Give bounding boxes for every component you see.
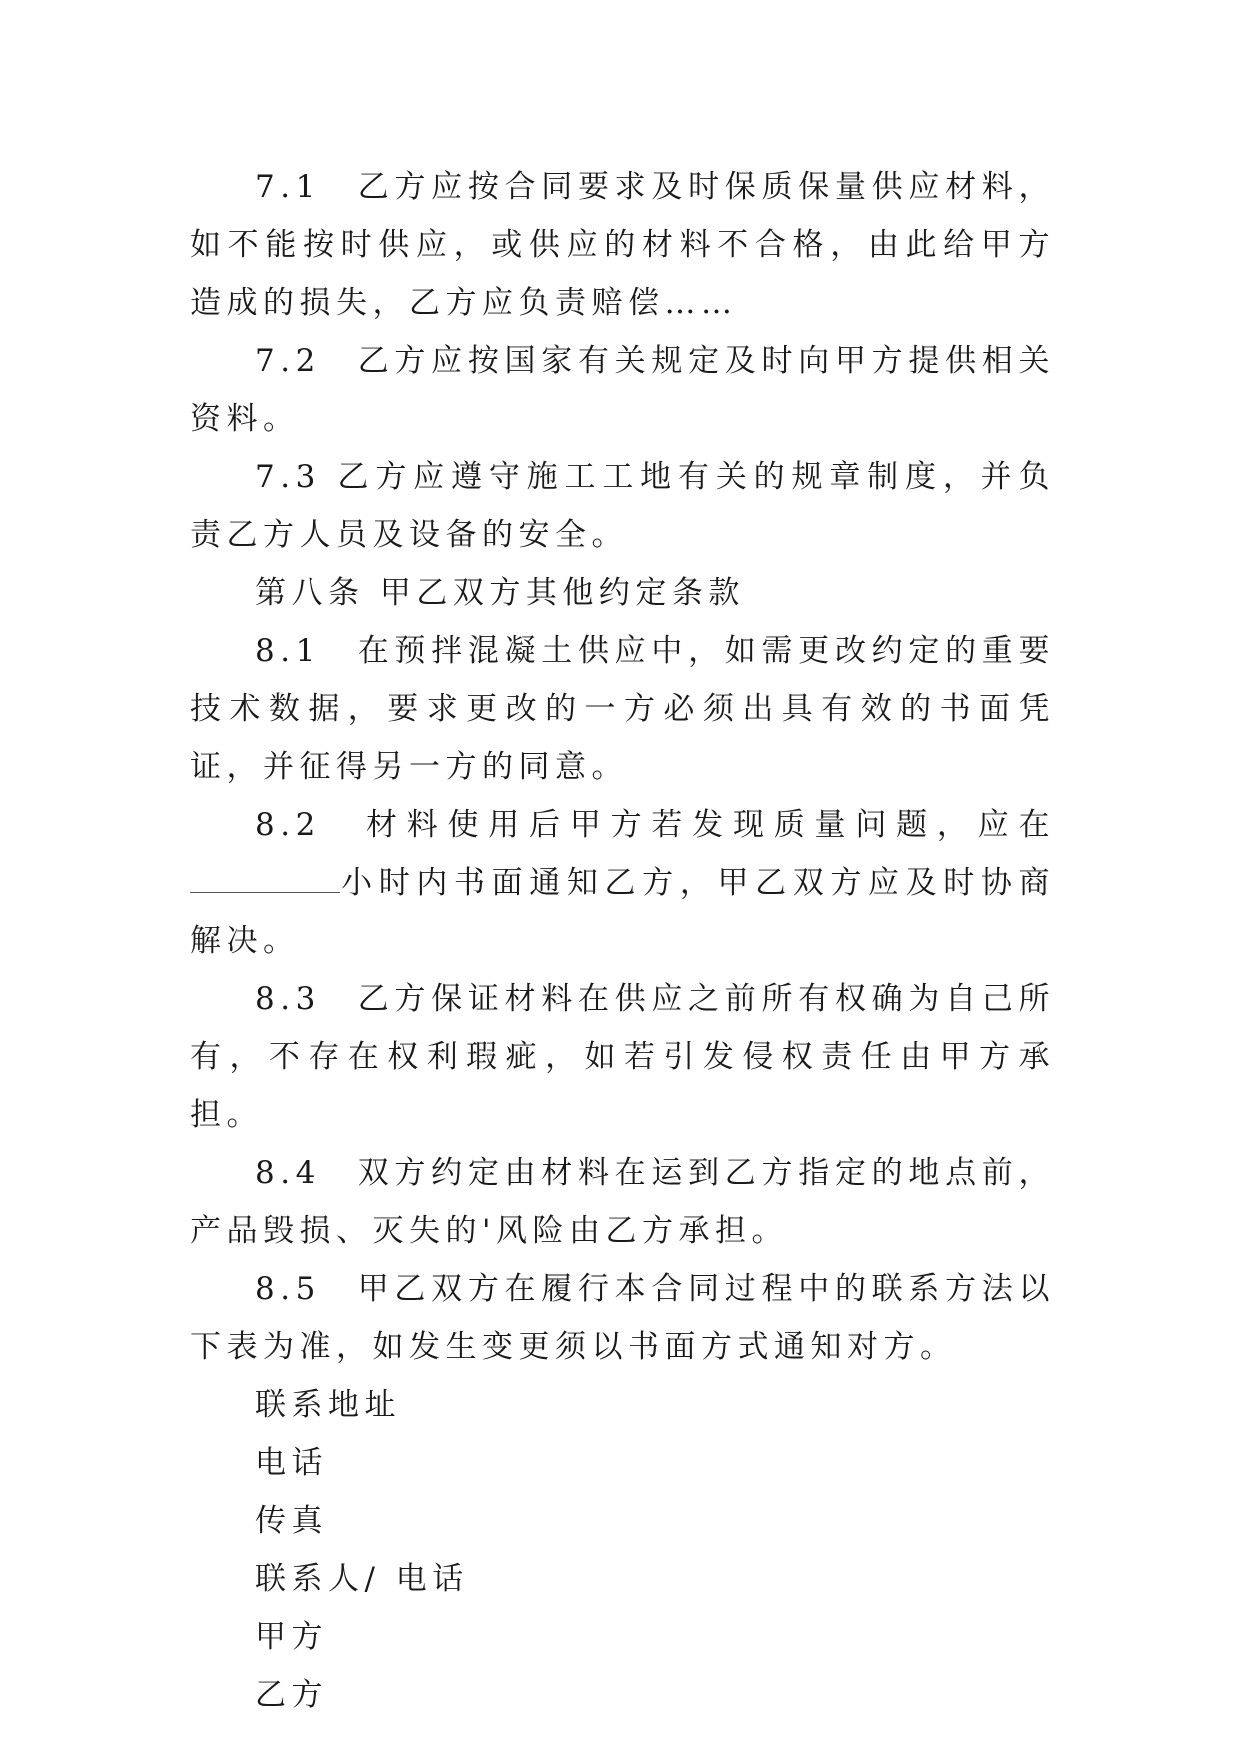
clause-8-1: 8.1 在预拌混凝土供应中，如需更改约定的重要技术数据，要求更改的一方必须出具有效的书面凭证，并征得另一方的同意。 xyxy=(190,633,1055,785)
clause-8-2 xyxy=(190,796,1055,970)
clause-7-2: 7.2 乙方应按国家有关规定及时向甲方提供相关资料。 xyxy=(190,343,1055,437)
contact-phone-label: 电话 xyxy=(255,1445,328,1481)
clause-8-2-before: 8.2 材料使用后甲方若发现质量问题，应在 xyxy=(255,807,1055,843)
clause-7-3: 7.3 乙方应遵守施工工地有关的规章制度，并负责乙方人员及设备的安全。 xyxy=(190,459,1055,553)
clause-8-2-after: 小时内书面通知乙方，甲乙双方应及时协商解决。 xyxy=(190,865,1055,959)
contact-person-label: 联系人/ 电话 xyxy=(255,1561,469,1597)
contact-fax-label: 传真 xyxy=(255,1503,328,1539)
clause-8-5: 8.5 甲乙双方在履行本合同过程中的联系方法以下表为准，如发生变更须以书面方式通知对方。 xyxy=(190,1271,1055,1365)
party-b-label: 乙方 xyxy=(255,1677,328,1713)
fill-in-blank-hours xyxy=(190,868,340,893)
document-body xyxy=(190,158,1055,1724)
clause-8-4: 8.4 双方约定由材料在运到乙方指定的地点前，产品毁损、灭失的'风险由乙方承担。 xyxy=(190,1155,1055,1249)
party-a-label: 甲方 xyxy=(255,1619,328,1655)
contact-address-label: 联系地址 xyxy=(255,1387,401,1423)
clause-7-1: 7.1 乙方应按合同要求及时保质保量供应材料，如不能按时供应，或供应的材料不合格，由此给甲方造成的损失，乙方应负责赔偿…… xyxy=(190,169,1055,321)
clause-8-3: 8.3 乙方保证材料在供应之前所有权确为自己所有，不存在权利瑕疵，如若引发侵权责任由甲方承担。 xyxy=(190,981,1055,1133)
article-8-heading: 第八条 甲乙双方其他约定条款 xyxy=(255,575,745,611)
